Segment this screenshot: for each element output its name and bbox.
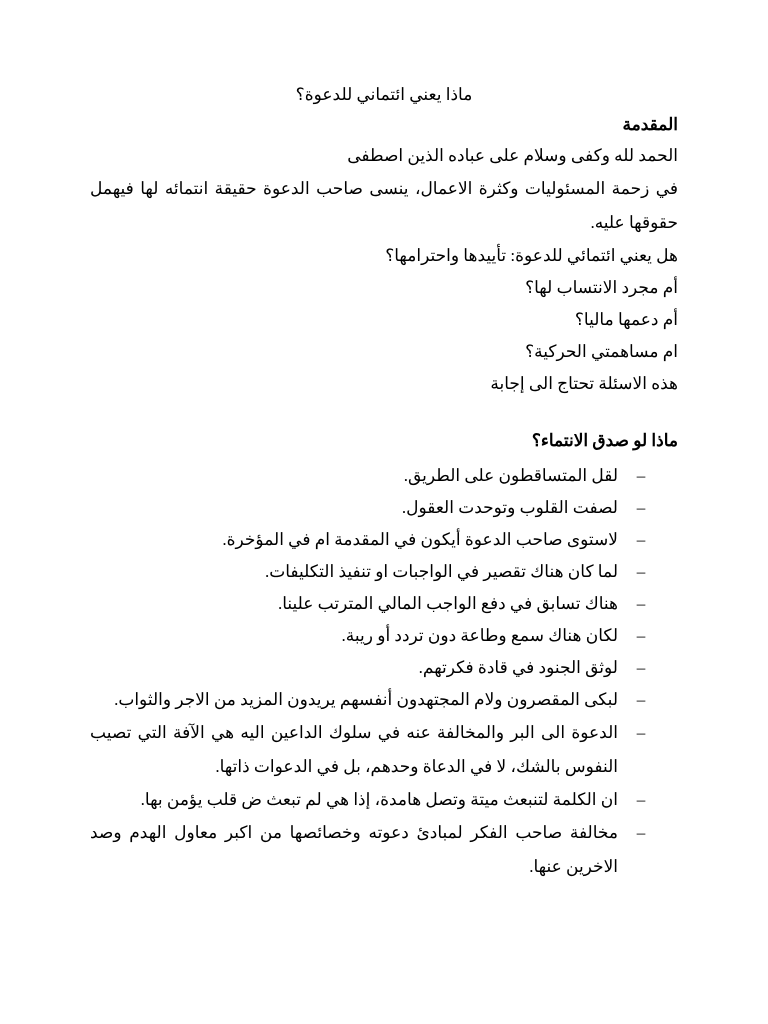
bullet-dash: – bbox=[636, 658, 646, 677]
bullet-dash: – bbox=[636, 498, 646, 517]
list-item-text: لكان هناك سمع وطاعة دون تردد أو ريبة. bbox=[341, 626, 618, 645]
intro-paragraph: أم مجرد الانتساب لها؟ bbox=[525, 278, 678, 297]
bullet-dash: – bbox=[636, 626, 646, 645]
intro-paragraph: أم دعمها ماليا؟ bbox=[574, 310, 678, 329]
list-item bbox=[90, 492, 678, 524]
list-item-text: لصفت القلوب وتوحدت العقول. bbox=[401, 498, 618, 517]
section-spacer bbox=[90, 400, 678, 428]
list-item bbox=[90, 556, 678, 588]
bullet-dash: – bbox=[636, 466, 646, 485]
list-item bbox=[90, 784, 678, 816]
bullet-dash: – bbox=[636, 790, 646, 809]
list-item bbox=[90, 816, 678, 884]
list-item bbox=[90, 652, 678, 684]
list-item-text: لما كان هناك تقصير في الواجبات او تنفيذ التكليفات. bbox=[265, 562, 618, 581]
bullet-dash: – bbox=[636, 530, 646, 549]
bullets-section bbox=[90, 428, 678, 884]
list-item-text: هناك تسابق في دفع الواجب المالي المترتب علينا. bbox=[277, 594, 618, 613]
intro-paragraph: هذه الاسئلة تحتاج الى إجابة bbox=[490, 374, 678, 393]
list-item-text: ان الكلمة لتنبعث ميتة وتصل هامدة، إذا هي لم تبعث ض قلب يؤمن بها. bbox=[140, 790, 618, 809]
bullet-dash: – bbox=[636, 823, 646, 842]
list-item bbox=[90, 460, 678, 492]
list-item-text: الدعوة الى البر والمخالفة عنه في سلوك الداعين اليه هي الآفة التي تصيب النفوس بالشك، لا في الدعاة وحدهم، بل في الدعوات ذاتها. bbox=[90, 723, 618, 776]
bullet-dash: – bbox=[636, 723, 646, 742]
intro-paragraph: الحمد لله وكفى وسلام على عباده الذين اصطفى bbox=[347, 146, 678, 165]
bullet-dash: – bbox=[636, 594, 646, 613]
list-item bbox=[90, 588, 678, 620]
bullet-list bbox=[90, 460, 678, 884]
list-item-text: لقل المتساقطون على الطريق. bbox=[403, 466, 618, 485]
list-item-text: لاستوى صاحب الدعوة أيكون في المقدمة ام في المؤخرة. bbox=[222, 530, 618, 549]
document-title: ماذا يعني ائتماني للدعوة؟ bbox=[295, 85, 473, 104]
list-item bbox=[90, 524, 678, 556]
bullet-dash: – bbox=[636, 562, 646, 581]
intro-paragraph: في زحمة المسئوليات وكثرة الاعمال، ينسى صاحب الدعوة حقيقة انتمائه لها فيهمل حقوقها عليه. bbox=[90, 179, 679, 232]
intro-heading: المقدمة bbox=[622, 115, 678, 134]
list-item-text: لوثق الجنود في قادة فكرتهم. bbox=[418, 658, 618, 677]
bullet-dash: – bbox=[636, 690, 646, 709]
list-item-text: مخالفة صاحب الفكر لمبادئ دعوته وخصائصها من اكبر معاول الهدم وصد الاخرين عنها. bbox=[90, 823, 618, 876]
list-item bbox=[90, 716, 678, 784]
intro-paragraph: هل يعني ائتمائي للدعوة: تأييدها واحترامها؟ bbox=[385, 246, 678, 265]
intro-paragraph: ام مساهمتي الحركية؟ bbox=[525, 342, 678, 361]
list-item bbox=[90, 684, 678, 716]
list-item-text: لبكى المقصرون ولام المجتهدون أنفسهم يريدون المزيد من الاجر والثواب. bbox=[114, 690, 618, 709]
bullets-heading: ماذا لو صدق الانتماء؟ bbox=[531, 431, 678, 450]
list-item bbox=[90, 620, 678, 652]
intro-section bbox=[90, 112, 678, 400]
